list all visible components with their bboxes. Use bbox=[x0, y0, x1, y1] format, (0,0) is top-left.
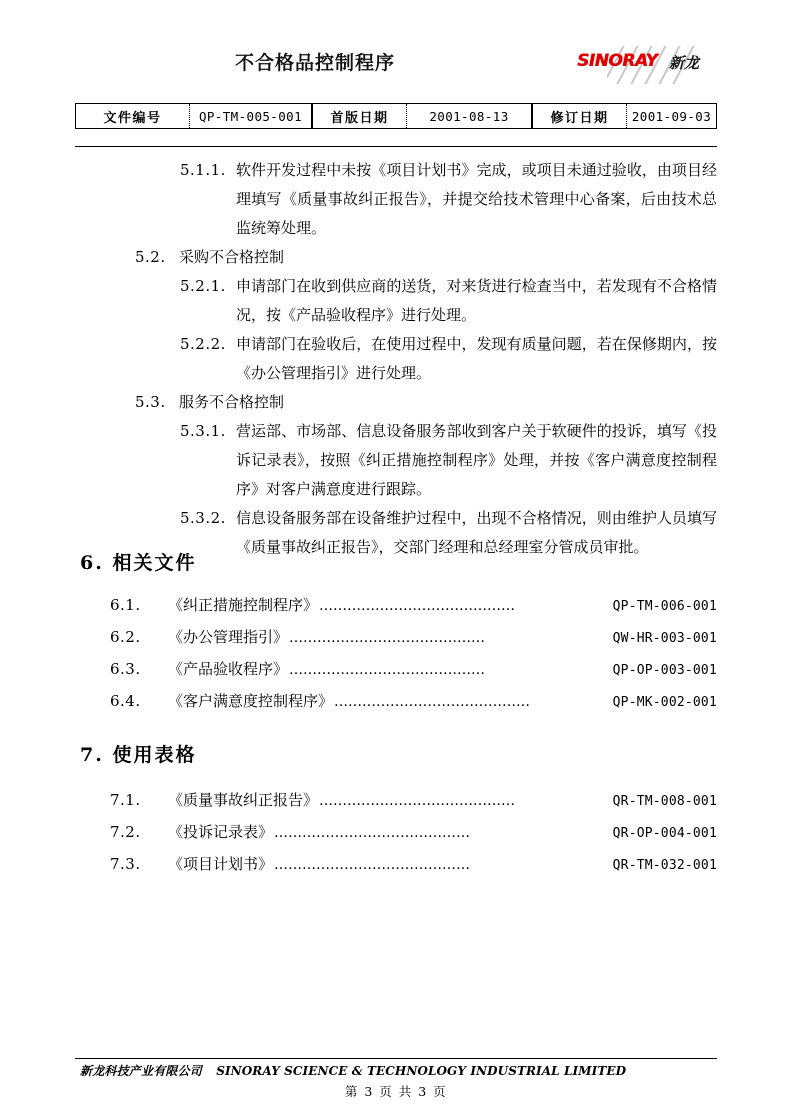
leader-dots: …………………………………… bbox=[274, 825, 471, 841]
list-item bbox=[75, 817, 717, 849]
clause-item bbox=[75, 243, 717, 272]
clause-item bbox=[75, 388, 717, 417]
clause-number: 5.3.1. bbox=[180, 422, 226, 440]
related-documents-list bbox=[75, 590, 717, 718]
clause-item bbox=[75, 330, 717, 388]
list-item-code: QP-OP-003-001 bbox=[612, 663, 717, 678]
list-item-code: QR-TM-008-001 bbox=[612, 794, 717, 809]
info-label-doc-number: 文件编号 bbox=[103, 110, 162, 126]
list-item-number: 6.4. bbox=[110, 692, 141, 710]
header-divider-rule bbox=[75, 146, 717, 147]
clause-text: 信息设备服务部在设备维护过程中，出现不合格情况，则由维护人员填写《质量事故纠正报告》，交部门经理和总经理室分管成员审批。 bbox=[236, 509, 717, 556]
logo-brand-text-en: SINORAY bbox=[577, 51, 658, 71]
list-item-number: 6.3. bbox=[110, 660, 141, 678]
list-item bbox=[75, 590, 717, 622]
footer-company-name-cn: 新龙科技产业有限公司 bbox=[80, 1064, 203, 1078]
clause-text: 采购不合格控制 bbox=[179, 248, 285, 266]
list-item-number: 6.2. bbox=[110, 628, 141, 646]
list-item-number: 7.2. bbox=[110, 823, 141, 841]
clause-text: 服务不合格控制 bbox=[179, 393, 285, 411]
list-item bbox=[75, 785, 717, 817]
clause-text: 申请部门在验收后，在使用过程中，发现有质量问题，若在保修期内，按《办公管理指引》进行处理。 bbox=[236, 335, 717, 382]
list-item-name: 《投诉记录表》 bbox=[168, 823, 274, 841]
info-value-doc-number: QP-TM-005-001 bbox=[189, 104, 311, 128]
document-header bbox=[75, 40, 717, 92]
leader-dots: …………………………………… bbox=[319, 598, 516, 614]
list-item-code: QP-MK-002-001 bbox=[612, 695, 717, 710]
clause-text: 营运部、市场部、信息设备服务部收到客户关于软硬件的投诉，填写《投诉记录表》，按照《纠正措施控制程序》处理，并按《客户满意度控制程序》对客户满意度进行跟踪。 bbox=[236, 422, 717, 498]
footer-page-number: 第 3 页 共 3 页 bbox=[344, 1084, 448, 1099]
clause-number: 5.3.2. bbox=[180, 509, 226, 527]
leader-dots: …………………………………… bbox=[289, 630, 486, 646]
section-heading-related-documents: 6. 相关文件 bbox=[80, 552, 197, 574]
list-item-code: QR-TM-032-001 bbox=[612, 858, 717, 873]
list-item-name: 《客户满意度控制程序》 bbox=[168, 692, 334, 710]
footer-company-name-en: SINORAY SCIENCE & TECHNOLOGY INDUSTRIAL LIMITED bbox=[216, 1064, 627, 1078]
info-value-first-issue-date: 2001-08-13 bbox=[406, 104, 531, 128]
list-item-code: QP-TM-006-001 bbox=[612, 599, 717, 614]
list-item bbox=[75, 654, 717, 686]
list-item-name: 《产品验收程序》 bbox=[168, 660, 289, 678]
page-title: 不合格品控制程序 bbox=[234, 52, 395, 74]
list-item-number: 6.1. bbox=[110, 596, 141, 614]
clause-item bbox=[75, 417, 717, 504]
footer-divider-rule bbox=[75, 1058, 717, 1059]
info-label-first-issue-date: 首版日期 bbox=[311, 104, 406, 128]
list-item-code: QW-HR-003-001 bbox=[612, 631, 717, 646]
list-item bbox=[75, 686, 717, 718]
clause-item bbox=[75, 156, 717, 243]
company-logo bbox=[577, 44, 709, 84]
list-item-number: 7.3. bbox=[110, 855, 141, 873]
clause-number: 5.2.1. bbox=[180, 277, 226, 295]
leader-dots: …………………………………… bbox=[289, 662, 486, 678]
list-item-number: 7.1. bbox=[110, 791, 141, 809]
logo-brand-text-cn: 新龙 bbox=[669, 54, 700, 72]
body-clause-list bbox=[75, 156, 717, 562]
info-label-revision-date: 修订日期 bbox=[531, 104, 626, 128]
leader-dots: …………………………………… bbox=[334, 694, 531, 710]
clause-number: 5.1.1. bbox=[180, 161, 226, 179]
clause-text: 软件开发过程中未按《项目计划书》完成，或项目未通过验收，由项目经理填写《质量事故纠正报告》，并提交给技术管理中心备案，后由技术总监统筹处理。 bbox=[236, 161, 717, 237]
clause-text: 申请部门在收到供应商的送货，对来货进行检查当中，若发现有不合格情况，按《产品验收程序》进行处理。 bbox=[236, 277, 717, 324]
clause-item bbox=[75, 272, 717, 330]
clause-number: 5.2.2. bbox=[180, 335, 226, 353]
section-heading-forms-used: 7. 使用表格 bbox=[80, 744, 197, 766]
list-item-code: QR-OP-004-001 bbox=[612, 826, 717, 841]
list-item-name: 《项目计划书》 bbox=[168, 855, 274, 873]
forms-used-list bbox=[75, 785, 717, 881]
list-item-name: 《质量事故纠正报告》 bbox=[168, 791, 319, 809]
list-item-name: 《办公管理指引》 bbox=[168, 628, 289, 646]
list-item bbox=[75, 622, 717, 654]
list-item bbox=[75, 849, 717, 881]
leader-dots: …………………………………… bbox=[319, 793, 516, 809]
leader-dots: …………………………………… bbox=[274, 857, 471, 873]
list-item-name: 《纠正措施控制程序》 bbox=[168, 596, 319, 614]
footer-company-line bbox=[80, 1062, 626, 1079]
info-value-revision-date: 2001-09-03 bbox=[626, 104, 716, 128]
clause-number: 5.3. bbox=[135, 393, 166, 411]
clause-number: 5.2. bbox=[135, 248, 166, 266]
document-info-table bbox=[75, 103, 717, 129]
